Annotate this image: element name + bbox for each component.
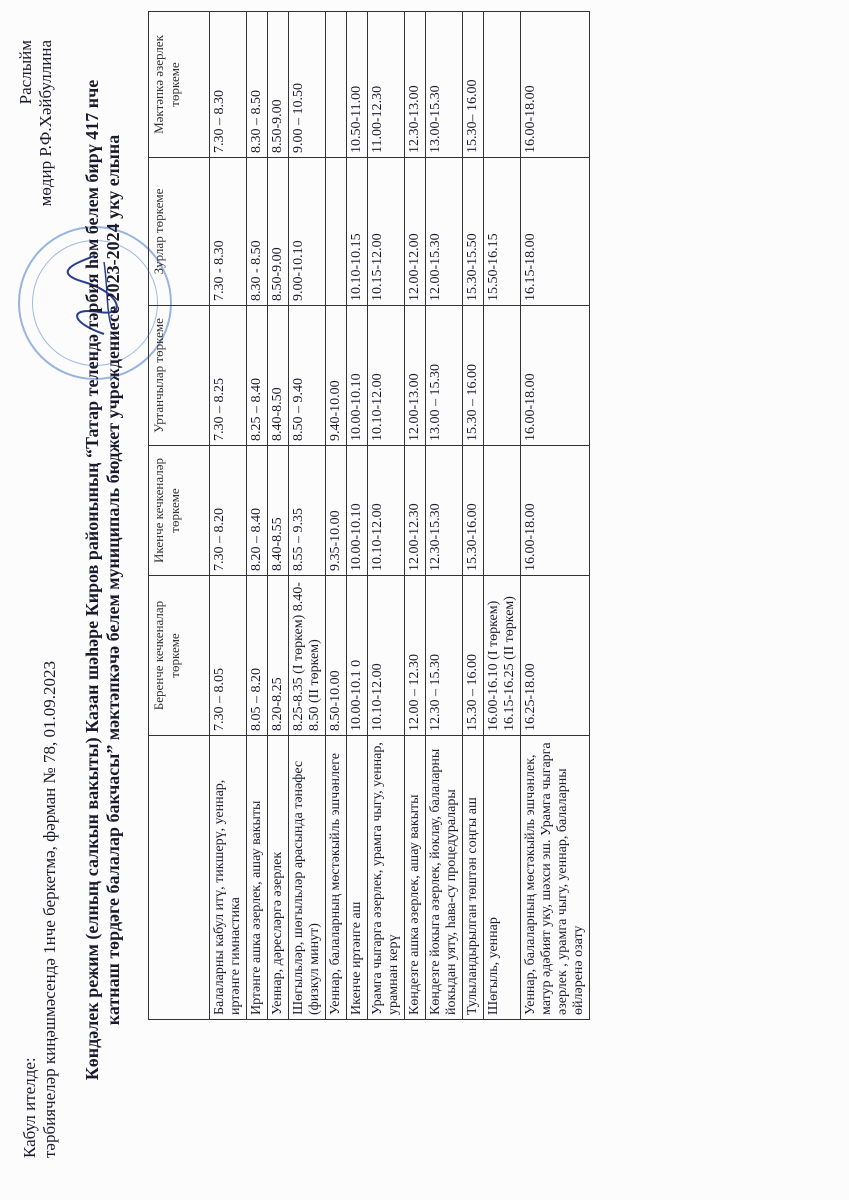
time-cell: 8.20-8.25 <box>268 576 289 736</box>
time-cell: 12.00-12.30 <box>405 446 426 576</box>
time-cell: 15.30– 16.00 <box>463 12 484 158</box>
table-row <box>484 12 521 1020</box>
time-cell: 16.00-18.00 <box>521 306 590 446</box>
time-cell: 16.00-18.00 <box>521 446 590 576</box>
time-cell: 9.40-10.00 <box>326 306 347 446</box>
time-cell: 12.00-12.00 <box>405 158 426 306</box>
title-line1: Көндәлек режим (елның салкын вакыты) Казан шәһәре Киров районының “Татар телендә тәрбия һәм белем бирү 417 нче <box>82 79 102 1081</box>
time-cell: 8.50-10.00 <box>326 576 347 736</box>
table-header-row <box>149 12 210 1020</box>
table-row <box>268 12 289 1020</box>
time-cell: 15.30 – 16.00 <box>463 306 484 446</box>
time-cell: 16.25-18.00 <box>521 576 590 736</box>
time-cell: 15.30 – 16.00 <box>463 576 484 736</box>
activity-cell: Урамга чыгарга әзерлек, урамга чыгу, уеннар, урамнан керү <box>368 736 405 1020</box>
time-cell: 15.30-15.50 <box>463 158 484 306</box>
activity-cell: Икенче иртәнге аш <box>347 736 368 1020</box>
time-cell <box>484 12 521 158</box>
time-cell: 10.10-12.00 <box>368 306 405 446</box>
time-cell: 7.30 – 8.30 <box>210 12 247 158</box>
header-group-1: Беренче кечкеналар төркеме <box>149 576 210 736</box>
header-group-5: Мәктәпкә әзерлек төркеме <box>149 12 210 158</box>
time-cell: 12.00-13.00 <box>405 306 426 446</box>
time-cell: 12.30 – 15.30 <box>426 576 463 736</box>
time-cell: 9.35-10.00 <box>326 446 347 576</box>
time-cell: 16.00-18.00 <box>521 12 590 158</box>
time-cell: 7.30 – 8.05 <box>210 576 247 736</box>
header-activity <box>149 736 210 1020</box>
time-cell: 9.00 – 10.50 <box>289 12 326 158</box>
time-cell: 10.00-10.10 <box>347 446 368 576</box>
time-cell: 8.40-8.55 <box>268 446 289 576</box>
time-cell: 10.00-10.1 0 <box>347 576 368 736</box>
time-cell <box>484 446 521 576</box>
table-row <box>289 12 326 1020</box>
time-cell: 8.30 - 8.50 <box>247 158 268 306</box>
time-cell: 13.00 – 15.30 <box>426 306 463 446</box>
activity-cell: Уеннар, балаларның мөстәкыйль эшчәнлек, матур әдәбият уку, шәхси эш. Урамга чыгарга әзерлек , урамга чыгу, уеннар, балаларны өйләренә озату <box>521 736 590 1020</box>
table-row <box>368 12 405 1020</box>
time-cell: 16.15-18.00 <box>521 158 590 306</box>
approval-left-line1: Кабул ителде: <box>20 1057 39 1158</box>
time-cell: 8.05 – 8.20 <box>247 576 268 736</box>
approval-block-right <box>16 40 56 206</box>
table-row <box>347 12 368 1020</box>
activity-cell: Уеннар, дәресләргә әзерлек <box>268 736 289 1020</box>
time-cell: 10.15-12.00 <box>368 158 405 306</box>
time-cell: 13.00-15.30 <box>426 12 463 158</box>
header-group-2: Икенче кечкеналәр төркеме <box>149 446 210 576</box>
activity-cell: Көндезге ашка әзерлек, ашау вакыты <box>405 736 426 1020</box>
table-row <box>210 12 247 1020</box>
time-cell: 12.30-15.30 <box>426 446 463 576</box>
time-cell: 7.30 – 8.25 <box>210 306 247 446</box>
activity-cell: Иртәнге ашка әзерлек, ашау вакыты <box>247 736 268 1020</box>
activity-cell: Шөгыльләр, шөгыльләр арасында тәнәфес (физкул минут) <box>289 736 326 1020</box>
time-cell <box>484 306 521 446</box>
time-cell: 8.40-8.50 <box>268 306 289 446</box>
approval-left-line2: тәрбиячеләр киңәшмәсендә 1нче беркетмә, фәрман № 78, 01.09.2023 <box>40 661 59 1158</box>
header-group-3: Уртанчылар төркеме <box>149 306 210 446</box>
time-cell: 12.30-13.00 <box>405 12 426 158</box>
approval-block-left <box>20 661 60 1158</box>
table-row <box>521 12 590 1020</box>
schedule-table <box>148 11 590 1020</box>
title-line2: катнаш төрдәге балалар бакчасы” мәктәпкәчә белем муниципаль бюджет учреждениесе 2023-2024 уку елына <box>103 134 123 1026</box>
time-cell: 10.10-10.15 <box>347 158 368 306</box>
time-cell <box>326 12 347 158</box>
time-cell: 12.00-15.30 <box>426 158 463 306</box>
time-cell: 12.00 – 12.30 <box>405 576 426 736</box>
table-row <box>247 12 268 1020</box>
time-cell: 11.00-12.30 <box>368 12 405 158</box>
activity-cell: Шөгыль, уеннар <box>484 736 521 1020</box>
time-cell: 10.50-11.00 <box>347 12 368 158</box>
time-cell: 15.30-16.00 <box>463 446 484 576</box>
activity-cell: Тулыландырылган төштән соңгы аш <box>463 736 484 1020</box>
time-cell: 15.50-16.15 <box>484 158 521 306</box>
table-row <box>405 12 426 1020</box>
time-cell: 16.00-16.10 (I төркем) 16.15-16.25 (II төркем) <box>484 576 521 736</box>
activity-cell: Балаларны кабул итү, тикшерү, уеннар, иртәнге гимнастика <box>210 736 247 1020</box>
time-cell: 10.10-12.00 <box>368 446 405 576</box>
time-cell: 7.30 – 8.20 <box>210 446 247 576</box>
time-cell: 8.25-8.35 (I төркем) 8.40-8.50 (II төркем) <box>289 576 326 736</box>
time-cell: 8.20 – 8.40 <box>247 446 268 576</box>
table-row <box>426 12 463 1020</box>
document-title <box>82 60 124 1100</box>
activity-cell: Көндезге йокыга әзерлек, йоклау, балаларны йокыдан уяту, һава-су процедуралары <box>426 736 463 1020</box>
time-cell: 8.55 – 9.35 <box>289 446 326 576</box>
header-group-4: Зурлар төркеме <box>149 158 210 306</box>
approval-right-line2: мөдир Р.Ф.Хәйбуллина <box>36 40 55 207</box>
time-cell: 8.50-9.00 <box>268 12 289 158</box>
time-cell <box>326 158 347 306</box>
approval-right-line1: Раслыйм <box>16 40 35 105</box>
table-row <box>326 12 347 1020</box>
time-cell: 9.00-10.10 <box>289 158 326 306</box>
time-cell: 8.50-9.00 <box>268 158 289 306</box>
time-cell: 8.30 – 8.50 <box>247 12 268 158</box>
table-row <box>463 12 484 1020</box>
time-cell: 10.10-12.00 <box>368 576 405 736</box>
time-cell: 8.50 – 9.40 <box>289 306 326 446</box>
activity-cell: Уеннар, балаларның мөстәкыйль эшчәнлеге <box>326 736 347 1020</box>
time-cell: 8.25 – 8.40 <box>247 306 268 446</box>
time-cell: 7.30 - 8.30 <box>210 158 247 306</box>
time-cell: 10.00-10.10 <box>347 306 368 446</box>
